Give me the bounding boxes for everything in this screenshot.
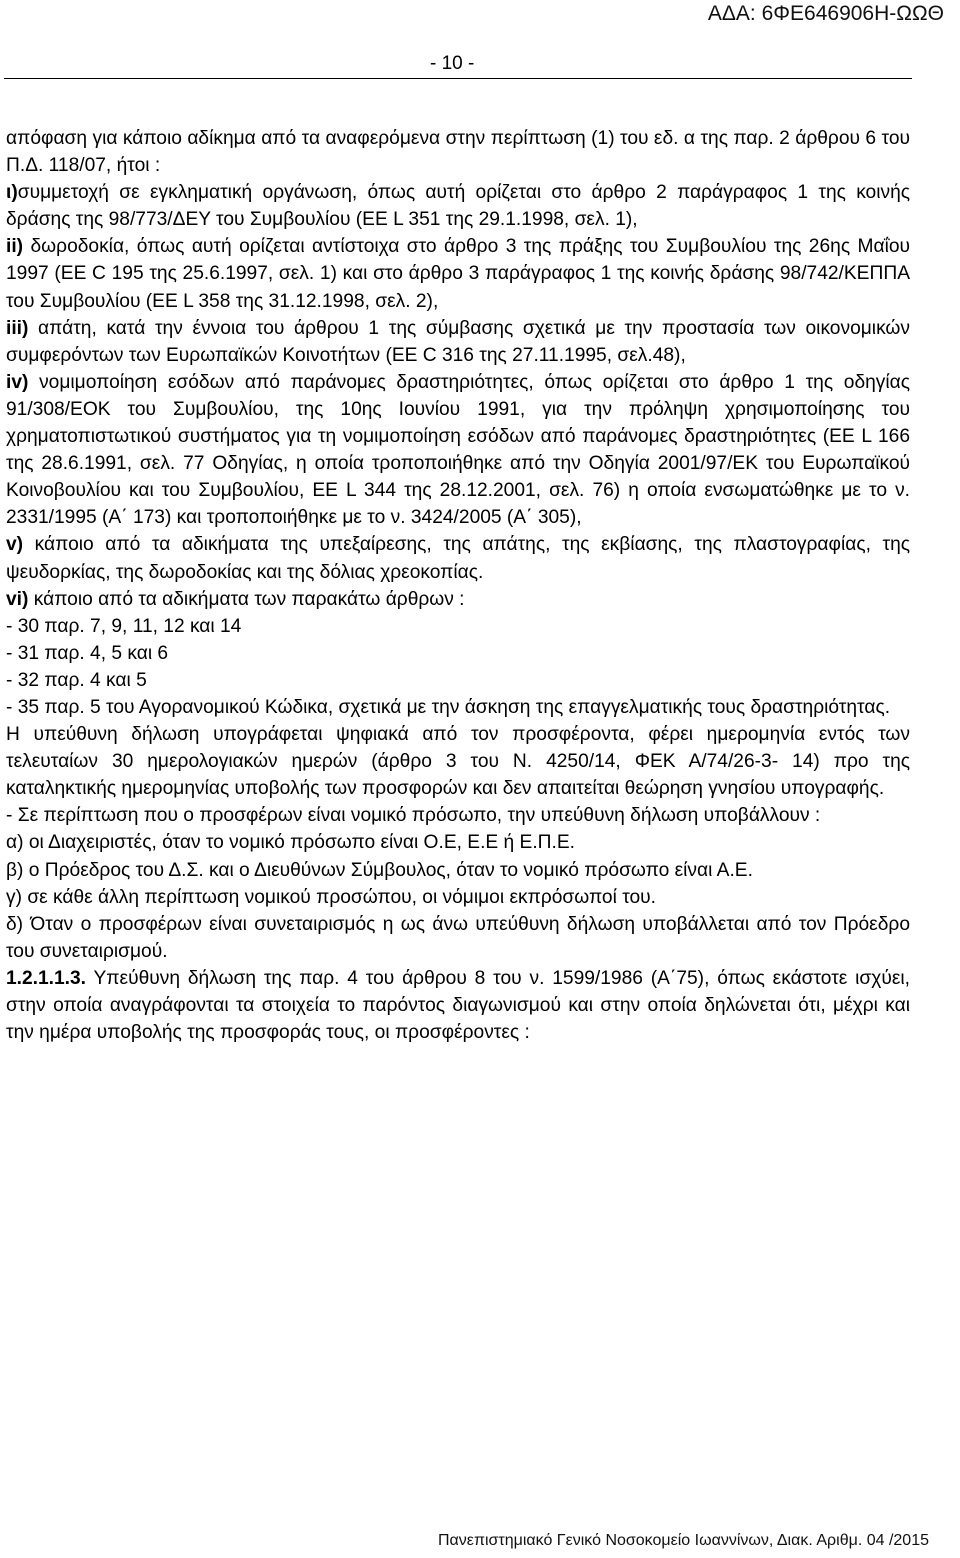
paragraph-gamma: γ) σε κάθε άλλη περίπτωση νομικού προσώπου, οι νόμιμοι εκπρόσωποί του.: [6, 886, 657, 908]
paragraph-item-iv: iv) νομιμοποίηση εσόδων από παράνομες δραστηριότητες, όπως ορίζεται στο άρθρο 1 της οδηγίας 91/308/ΕΟΚ του Συμβουλίου, της 10ης Ιουνίου 1991, για την πρόληψη χρησιμοποίησης του χρηματοπιστωτικού συστήματος για τη νομιμοποίηση εσόδων από παράνομες δραστηριότητες (ΕΕ L 166 της 28.6.1991, σελ. 77 Οδηγίας, η οποία τροποποιήθηκε από την Οδηγία 2001/97/ΕΚ του Ευρωπαϊκού Κοινοβουλίου και του Συμβουλίου, ΕΕ L 344 της 28.12.2001, σελ. 76) η οποία ενσωματώθηκε με το ν. 2331/1995 (Α΄ 173) και τροποποιήθηκε με το ν. 3424/2005 (Α΄ 305),: [6, 371, 910, 529]
header-rule: [4, 78, 912, 79]
page-number: - 10 -: [430, 53, 475, 74]
paragraph-section-1-2-1-1-3: 1.2.1.1.3. Υπεύθυνη δήλωση της παρ. 4 του άρθρου 8 του ν. 1599/1986 (Α΄75), όπως εκάστοτε ισχύει, στην οποία αναγράφονται τα στοιχεία το παρόντος διαγωνισμού και στην οποία δηλώνεται ότι, μέχρι και την ημέρα υποβολής της προσφοράς τους, οι προσφέροντες :: [6, 967, 910, 1044]
paragraph-item-vi: vi) κάποιο από τα αδικήματα των παρακάτω άρθρων :: [6, 588, 465, 610]
paragraph-item-i: ι)συμμετοχή σε εγκληματική οργάνωση, όπως αυτή ορίζεται στο άρθρο 2 παράγραφος 1 της κοινής δράσης της 98/773/ΔΕΥ του Συμβουλίου (ΕΕ L 351 της 29.1.1998, σελ. 1),: [6, 182, 910, 231]
document-body: [6, 125, 910, 1046]
ada-code: ΑΔΑ: 6ΦΕ646906Η-ΩΩΘ: [707, 2, 944, 25]
list-item-30: - 30 παρ. 7, 9, 11, 12 και 14: [6, 615, 242, 637]
list-item-35: - 35 παρ. 5 του Αγορανομικού Κώδικα, σχετικά με την άσκηση της επαγγελματικής τους δραστηριότητας.: [6, 696, 891, 718]
paragraph-intro: απόφαση για κάποιο αδίκημα από τα αναφερόμενα στην περίπτωση (1) του εδ. α της παρ. 2 άρθρου 6 του Π.Δ. 118/07, ήτοι :: [6, 128, 910, 177]
paragraph-legal-entity: - Σε περίπτωση που ο προσφέρων είναι νομικό πρόσωπο, την υπεύθυνη δήλωση υποβάλλουν :: [6, 805, 821, 827]
paragraph-delta: δ) Όταν ο προσφέρων είναι συνεταιρισμός η ως άνω υπεύθυνη δήλωση υποβάλλεται από τον Πρόεδρο του συνεταιρισμού.: [6, 913, 910, 962]
paragraph-item-v: v) κάποιο από τα αδικήματα της υπεξαίρεσης, της απάτης, της εκβίασης, της πλαστογραφίας, της ψευδορκίας, της δωροδοκίας και της δόλιας χρεοκοπίας.: [6, 534, 910, 583]
paragraph-alpha: α) οι Διαχειριστές, όταν το νομικό πρόσωπο είναι Ο.Ε, Ε.Ε ή Ε.Π.Ε.: [6, 832, 575, 854]
paragraph-item-iii: iii) απάτη, κατά την έννοια του άρθρου 1 της σύμβασης σχετικά με την προστασία των οικονομικών συμφερόντων των Ευρωπαϊκών Κοινοτήτων (ΕΕ C 316 της 27.11.1995, σελ.48),: [6, 317, 910, 366]
footer-text: Πανεπιστημιακό Γενικό Νοσοκομείο Ιωαννίνων, Διακ. Αριθμ. 04 /2015: [438, 1532, 929, 1549]
list-item-32: - 32 παρ. 4 και 5: [6, 669, 147, 691]
paragraph-item-ii: ii) δωροδοκία, όπως αυτή ορίζεται αντίστοιχα στο άρθρο 3 της πράξης του Συμβουλίου της 26ης Μαΐου 1997 (ΕΕ C 195 της 25.6.1997, σελ. 1) και στο άρθρο 3 παράγραφος 1 της κοινής δράσης 98/742/ΚΕΠΠΑ του Συμβουλίου (ΕΕ L 358 της 31.12.1998, σελ. 2),: [6, 236, 910, 312]
list-item-31: - 31 παρ. 4, 5 και 6: [6, 642, 169, 664]
paragraph-signature: Η υπεύθυνη δήλωση υπογράφεται ψηφιακά από τον προσφέροντα, φέρει ημερομηνία εντός των τελευταίων 30 ημερολογιακών ημερών (άρθρο 3 του Ν. 4250/14, ΦΕΚ Α/74/26-3- 14) προ της καταληκτικής ημερομηνίας υποβολής των προσφορών και δεν απαιτείται θεώρηση γνησίου υπογραφής.: [6, 724, 910, 800]
paragraph-beta: β) ο Πρόεδρος του Δ.Σ. και ο Διευθύνων Σύμβουλος, όταν το νομικό πρόσωπο είναι Α.Ε.: [6, 859, 753, 881]
